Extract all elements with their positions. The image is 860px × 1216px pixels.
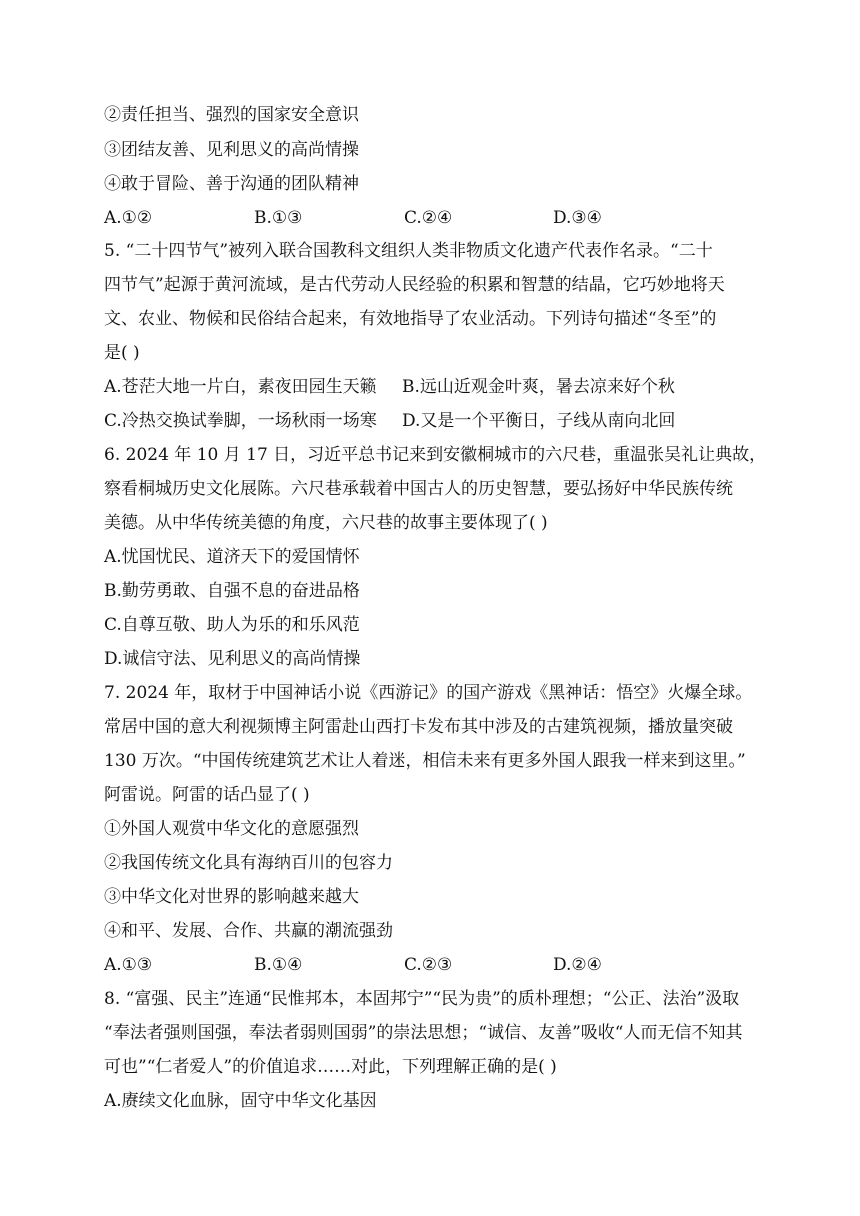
q6-option-a: A.忧国忧民、道济天下的爱国情怀: [104, 547, 360, 567]
q4-option-b: B.①③: [254, 208, 303, 228]
q5-option-c: C.冷热交换试拳脚，一场秋雨一场寒: [104, 411, 377, 431]
q5-option-a: A.苍茫大地一片白，素夜田园生天籁: [104, 377, 377, 397]
q4-option-d: D.③④: [553, 208, 602, 228]
q8-stem-line-3: 可也”“仁者爱人”的价值追求……对此，下列理解正确的是( ): [104, 1057, 557, 1077]
q8-stem-line-2: “奉法者强则国强，奉法者弱则国弱”的崇法思想；“诚信、友善”吸收“人而无信不知其: [104, 1023, 743, 1043]
q7-option-d: D.②④: [553, 955, 602, 975]
q7-stem-line-4: 阿雷说。阿雷的话凸显了( ): [104, 785, 310, 805]
q7-option-b: B.①④: [254, 955, 303, 975]
q6-option-d: D.诚信守法、见利思义的高尚情操: [104, 649, 361, 669]
q4-option-a: A.①②: [104, 208, 153, 228]
q7-option-a: A.①③: [104, 955, 153, 975]
q7-statement-4: ④和平、发展、合作、共赢的潮流强劲: [104, 921, 393, 941]
q7-stem-line-1: 7. 2024 年，取材于中国神话小说《西游记》的国产游戏《黑神话：悟空》火爆全球。: [104, 683, 753, 703]
q7-option-c: C.②③: [404, 955, 453, 975]
q5-stem-line-1: 5. “二十四节气”被列入联合国教科文组织人类非物质文化遗产代表作名录。“二十: [104, 241, 713, 261]
q5-option-b: B.远山近观金叶爽，暑去凉来好个秋: [402, 377, 675, 397]
q4-statement-2: ②责任担当、强烈的国家安全意识: [104, 105, 359, 125]
q5-stem-line-4: 是( ): [104, 343, 140, 363]
q6-option-b: B.勤劳勇敢、自强不息的奋进品格: [104, 581, 360, 601]
q6-option-c: C.自尊互敬、助人为乐的和乐风范: [104, 615, 360, 635]
q7-stem-line-3: 130 万次。“中国传统建筑艺术让人着迷，相信未来有更多外国人跟我一样来到这里。”: [104, 751, 746, 771]
q6-stem-line-2: 察看桐城历史文化展陈。六尺巷承载着中国古人的历史智慧，要弘扬好中华民族传统: [104, 479, 733, 499]
q7-statement-2: ②我国传统文化具有海纳百川的包容力: [104, 853, 393, 873]
q5-stem-line-3: 文、农业、物候和民俗结合起来，有效地指导了农业活动。下列诗句描述“冬至”的: [104, 309, 717, 329]
q8-option-a: A.赓续文化血脉，固守中华文化基因: [104, 1091, 377, 1111]
q6-stem-line-1: 6. 2024 年 10 月 17 日，习近平总书记来到安徽桐城市的六尺巷，重温张吴礼让典故，: [104, 445, 767, 465]
q7-statement-3: ③中华文化对世界的影响越来越大: [104, 887, 359, 907]
q4-option-c: C.②④: [404, 208, 453, 228]
q4-statement-4: ④敢于冒险、善于沟通的团队精神: [104, 174, 359, 194]
q7-statement-1: ①外国人观赏中华文化的意愿强烈: [104, 819, 359, 839]
q5-stem-line-2: 四节气”起源于黄河流域，是古代劳动人民经验的积累和智慧的结晶，它巧妙地将天: [104, 275, 725, 295]
q8-stem-line-1: 8. “富强、民主”连通“民惟邦本，本固邦宁”“民为贵”的质朴理想；“公正、法治”汲取: [104, 989, 740, 1009]
q5-option-d: D.又是一个平衡日，子线从南向北回: [402, 411, 676, 431]
q7-stem-line-2: 常居中国的意大利视频博主阿雷赴山西打卡发布其中涉及的古建筑视频，播放量突破: [104, 717, 733, 737]
q4-statement-3: ③团结友善、见利思义的高尚情操: [104, 140, 359, 160]
q6-stem-line-3: 美德。从中华传统美德的角度，六尺巷的故事主要体现了( ): [104, 513, 548, 533]
